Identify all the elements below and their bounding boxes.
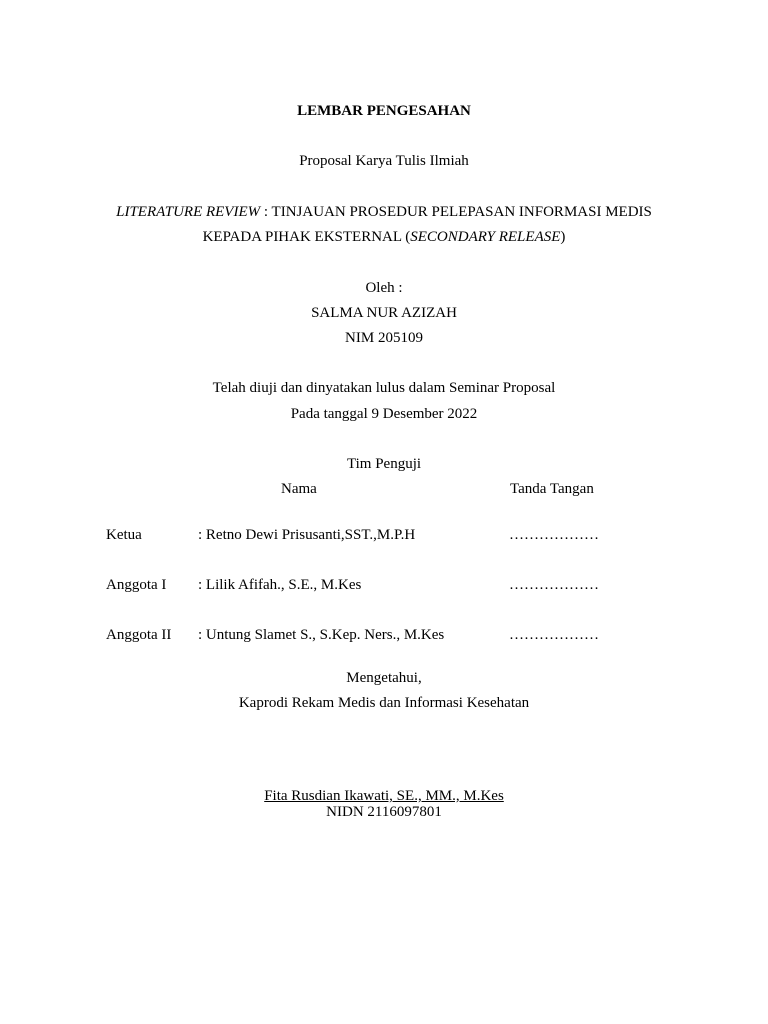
- topic-title-part-2: KEPADA PIHAK EKSTERNAL (: [202, 229, 411, 245]
- author-label: Oleh :: [365, 280, 403, 296]
- examiner-name: : Lilik Afifah., S.E., M.Kes: [198, 577, 362, 593]
- topic-title-end: ): [560, 229, 566, 245]
- signatory-name: [0, 788, 768, 805]
- signature-line: ………………: [509, 577, 599, 593]
- approval-statement: Telah diuji dan dinyatakan lulus dalam Seminar Proposal: [212, 380, 556, 396]
- topic-italic-term-2: SECONDARY RELEASE: [410, 229, 561, 245]
- page-title: LEMBAR PENGESAHAN: [297, 103, 471, 119]
- signatory-name-text: Fita Rusdian Ikawati, SE., MM., M.Kes: [264, 788, 504, 804]
- examiner-name: : Retno Dewi Prisusanti,SST.,M.P.H: [198, 527, 416, 543]
- document-type: Proposal Karya Tulis Ilmiah: [299, 153, 469, 169]
- examiner-role: Ketua: [106, 527, 142, 543]
- topic-line-2: [0, 229, 768, 246]
- author-nim: NIM 205109: [345, 330, 423, 346]
- topic-italic-term: LITERATURE REVIEW: [116, 204, 261, 220]
- acknowledgement-position: Kaprodi Rekam Medis dan Informasi Kesehatan: [238, 695, 530, 711]
- examiner-name: : Untung Slamet S., S.Kep. Ners., M.Kes: [198, 627, 445, 643]
- approval-date: Pada tanggal 9 Desember 2022: [290, 406, 478, 422]
- author-name: SALMA NUR AZIZAH: [311, 305, 457, 321]
- signature-line: ………………: [509, 527, 599, 543]
- signatory-nidn: NIDN 2116097801: [326, 804, 442, 820]
- topic-title-part-1: : TINJAUAN PROSEDUR PELEPASAN INFORMASI MEDIS: [260, 204, 652, 220]
- signature-line: ………………: [509, 627, 599, 643]
- examiners-signature-header: Tanda Tangan: [510, 481, 594, 497]
- acknowledgement-label: Mengetahui,: [346, 670, 422, 686]
- topic-line-1: [0, 204, 768, 221]
- examiners-name-header: Nama: [281, 481, 317, 497]
- examiner-role: Anggota I: [106, 577, 167, 593]
- examiner-role: Anggota II: [106, 627, 172, 643]
- examiners-title: Tim Penguji: [346, 456, 422, 472]
